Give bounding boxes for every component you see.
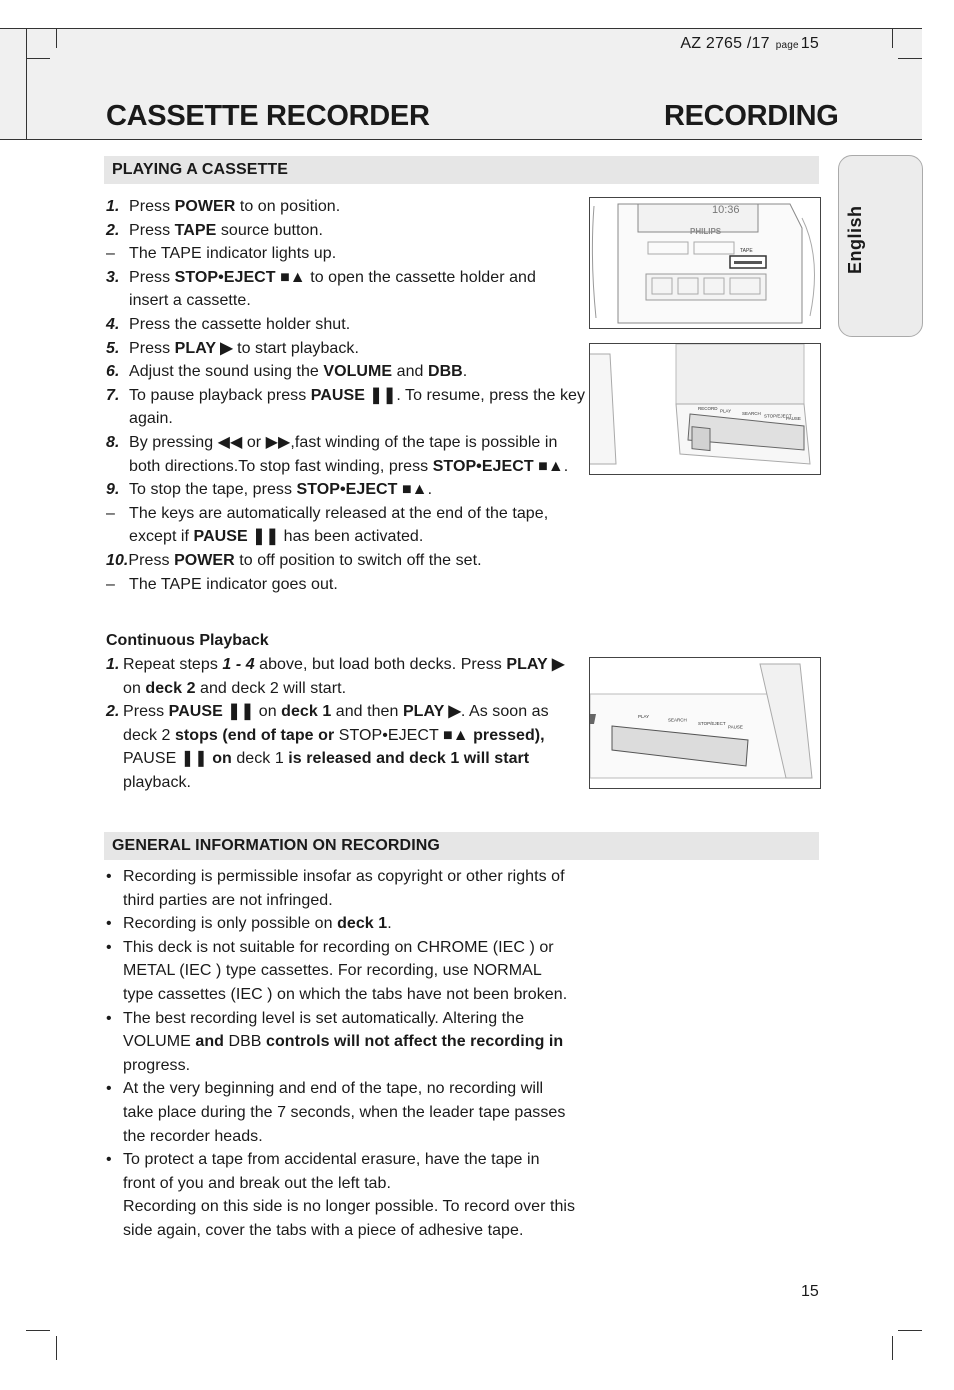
- line-marker: 4.: [106, 316, 120, 333]
- language-tab: [838, 155, 923, 337]
- line-text: to start playback.: [232, 339, 359, 357]
- line-text: . To resume, press the key: [396, 386, 586, 404]
- line-text: The best recording level is set automatically. Altering the: [123, 1009, 525, 1027]
- bold-term: on: [207, 750, 237, 768]
- text-line: [106, 891, 333, 911]
- line-text: Press: [128, 552, 175, 569]
- line-text: third parties are not infringed.: [123, 891, 333, 909]
- text-line: [106, 221, 323, 241]
- line-text: Recording on this side is no longer possible. To record over this: [123, 1198, 576, 1216]
- text-line: [106, 551, 482, 571]
- section-bar-playing: [104, 156, 819, 184]
- line-text: and: [392, 363, 428, 381]
- line-text: DBB: [228, 1033, 262, 1051]
- line-text: . As soon as: [460, 703, 549, 721]
- key-label: SEARCH: [742, 411, 761, 416]
- line-marker: •: [106, 1080, 112, 1098]
- continuous-heading: Continuous Playback: [106, 632, 269, 649]
- line-text: STOP•EJECT ■▲: [338, 726, 469, 744]
- line-marker: 1.: [106, 656, 120, 673]
- brand-label: PHILIPS: [690, 227, 722, 236]
- line-text: deck 1: [236, 750, 284, 768]
- line-text: to on position.: [235, 198, 341, 215]
- line-text: Press the cassette holder shut.: [129, 316, 351, 333]
- line-text: To pause playback press: [129, 386, 311, 404]
- line-text: The TAPE indicator lights up.: [129, 245, 337, 263]
- tape-label: TAPE: [740, 248, 753, 254]
- line-text: take place during the 7 seconds, when the leader tape passes: [123, 1104, 566, 1121]
- line-text: The keys are automatically released at the end of the tape,: [129, 504, 549, 522]
- line-marker: –: [106, 575, 115, 593]
- text-line: [106, 291, 251, 311]
- crop-mark: [898, 58, 922, 59]
- line-text: .: [387, 915, 392, 933]
- text-line: [106, 244, 336, 264]
- line-marker: 3.: [106, 268, 120, 286]
- line-marker: 1.: [106, 198, 120, 215]
- line-text: Press: [129, 339, 175, 357]
- figure-front-panel: [589, 197, 821, 329]
- line-marker: •: [106, 1151, 112, 1169]
- text-line: [106, 1032, 563, 1052]
- bold-term: 1 - 4: [222, 656, 255, 673]
- bold-term: POWER: [174, 198, 236, 215]
- key-label: PAUSE: [728, 724, 743, 730]
- line-text: To stop the tape, press: [129, 481, 297, 499]
- line-text: both directions.To stop fast winding, press: [129, 457, 433, 475]
- bold-term: deck 1: [337, 915, 388, 933]
- key-label: RECORD: [698, 406, 718, 411]
- bold-term: PAUSE ❚❚: [168, 703, 255, 721]
- line-marker: •: [106, 1009, 112, 1027]
- figure-deck-keys: [589, 343, 821, 475]
- bold-term: STOP•EJECT ■▲: [296, 481, 428, 499]
- line-text: VOLUME: [123, 1033, 191, 1051]
- text-line: [106, 386, 585, 406]
- line-text: again.: [129, 410, 173, 428]
- title-left: CASSETTE RECORDER: [106, 100, 430, 132]
- line-marker: 2.: [106, 221, 120, 239]
- line-text: At the very beginning and end of the tape, no recording will: [123, 1080, 544, 1098]
- text-line: [106, 679, 346, 699]
- line-text: .: [427, 481, 433, 499]
- page-word: page: [775, 40, 799, 51]
- bold-term: PLAY ▶: [506, 656, 565, 673]
- line-text: and then: [331, 703, 403, 721]
- section-bar-general: [104, 832, 819, 860]
- text-line: [106, 575, 338, 595]
- bold-term: pressed),: [468, 726, 545, 744]
- text-line: [106, 1197, 575, 1217]
- line-text: source button.: [216, 221, 323, 239]
- text-line: [106, 1103, 565, 1123]
- bold-term: POWER: [174, 552, 235, 569]
- line-text: Press: [123, 703, 169, 721]
- bold-term: is released and deck 1 will start: [283, 750, 530, 768]
- text-line: [106, 504, 548, 524]
- footer-page-number: 15: [801, 1283, 819, 1300]
- line-text: playback.: [123, 774, 192, 791]
- display-time: 10:36: [712, 204, 740, 216]
- text-line: [106, 362, 467, 382]
- header-page-number: 15: [800, 35, 819, 52]
- line-marker: 6.: [106, 363, 120, 381]
- text-line: [106, 315, 350, 335]
- line-text: .: [563, 457, 569, 475]
- line-text: The TAPE indicator goes out.: [129, 575, 338, 593]
- bold-term: PLAY ▶: [402, 703, 461, 721]
- line-marker: •: [106, 938, 112, 956]
- line-marker: 7.: [106, 386, 120, 404]
- text-line: [106, 339, 359, 359]
- bold-term: PAUSE ❚❚: [310, 386, 397, 404]
- text-line: [106, 268, 536, 288]
- line-text: Press: [129, 221, 175, 239]
- text-line: [106, 1150, 540, 1170]
- line-marker: 9.: [106, 481, 120, 499]
- bold-term: controls will not affect the recording in: [261, 1033, 564, 1051]
- title-right: RECORDING: [664, 100, 839, 132]
- bold-term: STOP•EJECT ■▲: [174, 268, 306, 286]
- line-text: type cassettes (IEC ) on which the tabs have not been broken.: [123, 986, 568, 1003]
- line-text: above, but load both decks. Press: [254, 656, 507, 673]
- line-text: deck 2: [123, 726, 171, 744]
- line-marker: –: [106, 504, 115, 522]
- key-label: PAUSE: [786, 416, 801, 421]
- line-marker: 8.: [106, 434, 120, 451]
- bold-term: PAUSE ❚❚: [193, 528, 280, 546]
- text-line: [106, 1009, 524, 1029]
- crop-mark: [892, 1336, 893, 1360]
- line-text: the recorder heads.: [123, 1127, 263, 1145]
- language-label: English: [845, 205, 865, 274]
- crop-mark: [26, 58, 50, 59]
- text-line: [106, 433, 557, 453]
- text-line: [106, 527, 423, 547]
- text-line: [106, 197, 340, 217]
- bold-term: deck 2: [145, 679, 196, 697]
- line-text: This deck is not suitable for recording on CHROME (IEC ) or: [123, 938, 554, 956]
- line-text: to off position to switch off the set.: [234, 552, 482, 569]
- key-label: STOP/EJECT: [698, 721, 726, 726]
- bold-term: DBB: [427, 363, 463, 381]
- crop-mark: [56, 28, 57, 48]
- figure-deck-keys-2: [589, 657, 821, 789]
- line-text: progress.: [123, 1056, 191, 1074]
- bold-term: stops (end of tape or: [170, 726, 339, 744]
- line-text: Press: [129, 268, 175, 286]
- key-label: PLAY: [638, 714, 650, 719]
- line-text: PAUSE ❚❚: [123, 750, 208, 768]
- text-line: [106, 1056, 190, 1076]
- key-label: STOP/EJECT: [764, 413, 792, 419]
- line-marker: 5.: [106, 339, 120, 357]
- line-text: METAL (IEC ) type cassettes. For recording, use NORMAL: [123, 962, 542, 980]
- text-line: [106, 749, 529, 769]
- line-text: .: [462, 363, 468, 381]
- text-line: [106, 655, 564, 675]
- section-heading: PLAYING A CASSETTE: [112, 161, 289, 178]
- line-text: Recording is permissible insofar as copyright or other rights of: [123, 868, 565, 885]
- section-heading: GENERAL INFORMATION ON RECORDING: [112, 837, 440, 854]
- bold-term: and: [190, 1033, 229, 1051]
- text-line: [106, 773, 191, 793]
- text-line: [106, 726, 545, 746]
- key-label: PLAY: [720, 408, 732, 414]
- line-text: Repeat steps: [123, 656, 223, 673]
- text-line: [106, 985, 567, 1005]
- bold-term: TAPE: [174, 221, 217, 239]
- text-line: [106, 938, 554, 958]
- text-line: [106, 1127, 263, 1147]
- line-text: Press: [129, 198, 175, 215]
- line-marker: –: [106, 245, 115, 263]
- line-marker: •: [106, 915, 112, 933]
- line-text: has been activated.: [279, 528, 424, 546]
- bold-term: deck 1: [281, 703, 332, 721]
- line-text: insert a cassette.: [129, 292, 251, 310]
- model-reference: [680, 35, 819, 53]
- line-text: side again, cover the tabs with a piece of adhesive tape.: [123, 1222, 524, 1239]
- line-text: on: [123, 679, 146, 697]
- crop-mark: [56, 1336, 57, 1360]
- line-text: except if: [129, 528, 194, 546]
- line-marker: 10.: [106, 552, 129, 569]
- crop-mark: [898, 1330, 922, 1331]
- line-text: To protect a tape from accidental erasure, have the tape in: [123, 1151, 540, 1169]
- line-text: front of you and break out the left tab.: [123, 1174, 391, 1192]
- text-line: [106, 961, 542, 981]
- bold-term: STOP•EJECT ■▲: [432, 457, 564, 475]
- model-number: AZ 2765 /17: [680, 35, 770, 52]
- key-label: SEARCH: [668, 717, 687, 723]
- text-line: [106, 867, 565, 887]
- line-text: Adjust the sound using the: [129, 363, 324, 381]
- line-marker: •: [106, 868, 112, 885]
- text-line: [106, 1174, 391, 1194]
- text-line: [106, 914, 392, 934]
- text-line: [106, 702, 549, 722]
- bold-term: VOLUME: [323, 363, 393, 381]
- header-divider: [26, 28, 27, 139]
- crop-mark: [26, 1330, 50, 1331]
- text-line: [106, 457, 568, 477]
- line-text: Recording is only possible on: [123, 915, 338, 933]
- text-line: [106, 409, 173, 429]
- line-text: and deck 2 will start.: [195, 679, 347, 697]
- line-marker: 2.: [106, 703, 120, 721]
- bold-term: PLAY ▶: [174, 339, 233, 357]
- text-line: [106, 1079, 543, 1099]
- line-text: By pressing ◀◀ or ▶▶,fast winding of the tape is possible in: [129, 434, 558, 451]
- line-text: to open the cassette holder and: [305, 268, 536, 286]
- crop-mark: [892, 28, 893, 48]
- line-text: on: [254, 703, 282, 721]
- text-line: [106, 1221, 523, 1241]
- text-line: [106, 480, 432, 500]
